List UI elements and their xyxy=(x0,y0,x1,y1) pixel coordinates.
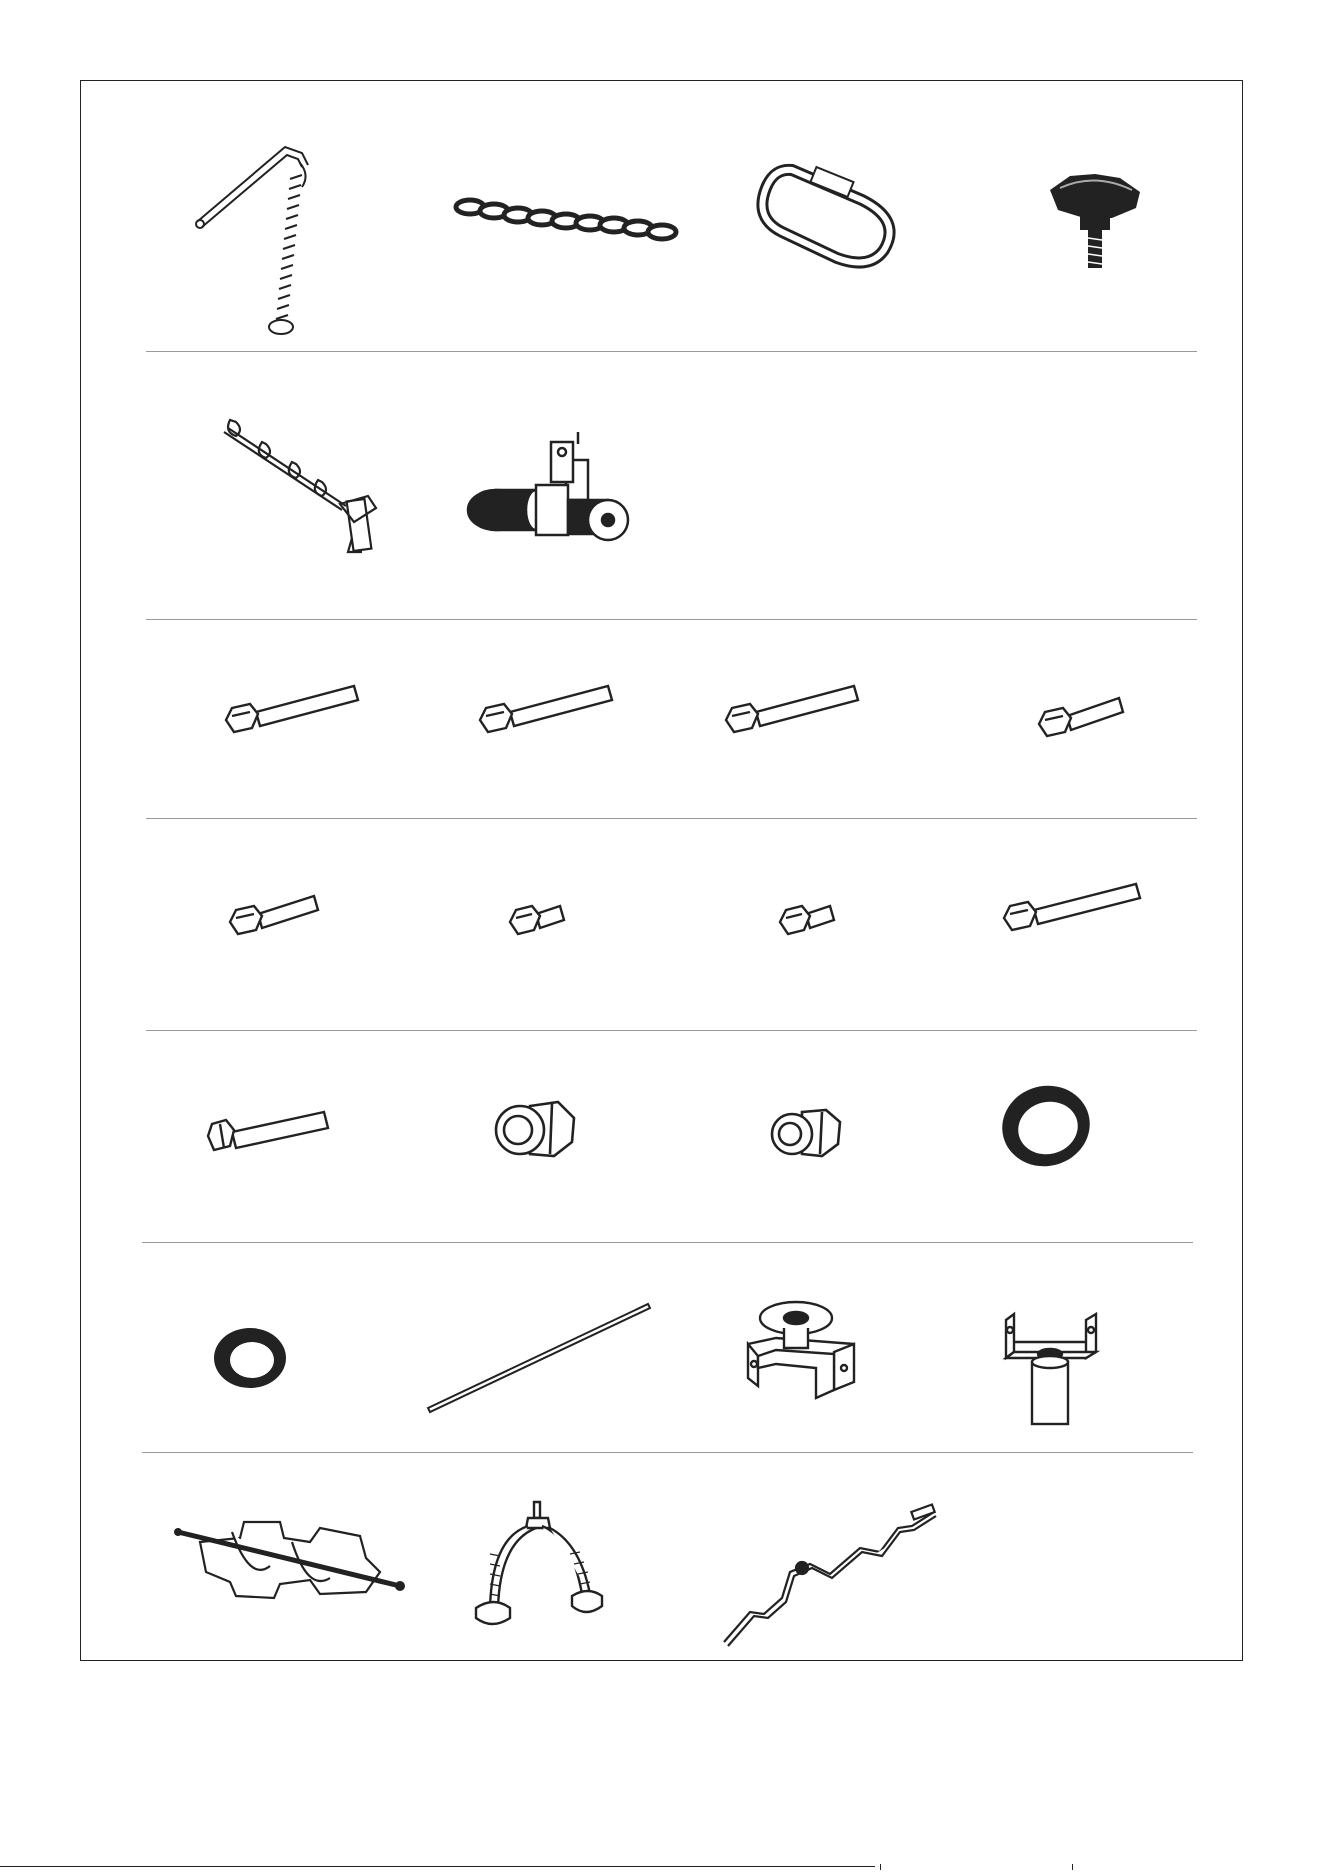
steel-rod-icon xyxy=(424,1300,654,1415)
spring-pop-pin-icon xyxy=(190,135,380,340)
quick-link-icon xyxy=(752,160,922,275)
pulley-bracket-icon xyxy=(736,1298,866,1408)
nylock-nut-icon xyxy=(766,1104,846,1164)
row-separator xyxy=(146,818,1197,819)
large-washer-icon xyxy=(996,1076,1096,1176)
row-separator xyxy=(142,1452,1193,1453)
footer-rule xyxy=(0,1866,875,1867)
d-ring-handle-bar-icon xyxy=(222,418,382,558)
stub-bolt-icon xyxy=(776,896,841,941)
flat-washer-icon xyxy=(210,1322,290,1392)
tube-bracket-icon xyxy=(1000,1310,1110,1430)
long-bolt-icon xyxy=(476,682,616,744)
row-separator xyxy=(146,619,1197,620)
hex-bolt-icon xyxy=(204,1106,334,1166)
nylock-nut-icon xyxy=(490,1096,580,1166)
cable-assembly-icon xyxy=(170,1502,410,1612)
short-bolt-icon xyxy=(1035,690,1125,745)
long-bolt-icon xyxy=(722,682,862,744)
star-knob-icon xyxy=(1040,168,1150,273)
long-bolt-icon xyxy=(222,682,362,744)
chain-icon xyxy=(450,185,690,255)
long-bolt-icon xyxy=(1000,880,1145,942)
short-bolt-icon xyxy=(226,890,321,945)
stub-bolt-icon xyxy=(506,896,571,941)
roller-attachment-icon xyxy=(466,430,646,560)
footer-tick xyxy=(880,1864,881,1870)
footer-tick xyxy=(1072,1864,1073,1870)
row-separator xyxy=(142,1242,1193,1243)
row-separator xyxy=(146,351,1197,352)
row-separator xyxy=(146,1030,1197,1031)
curl-bar-icon xyxy=(720,1502,940,1652)
tricep-rope-icon xyxy=(462,1498,612,1638)
